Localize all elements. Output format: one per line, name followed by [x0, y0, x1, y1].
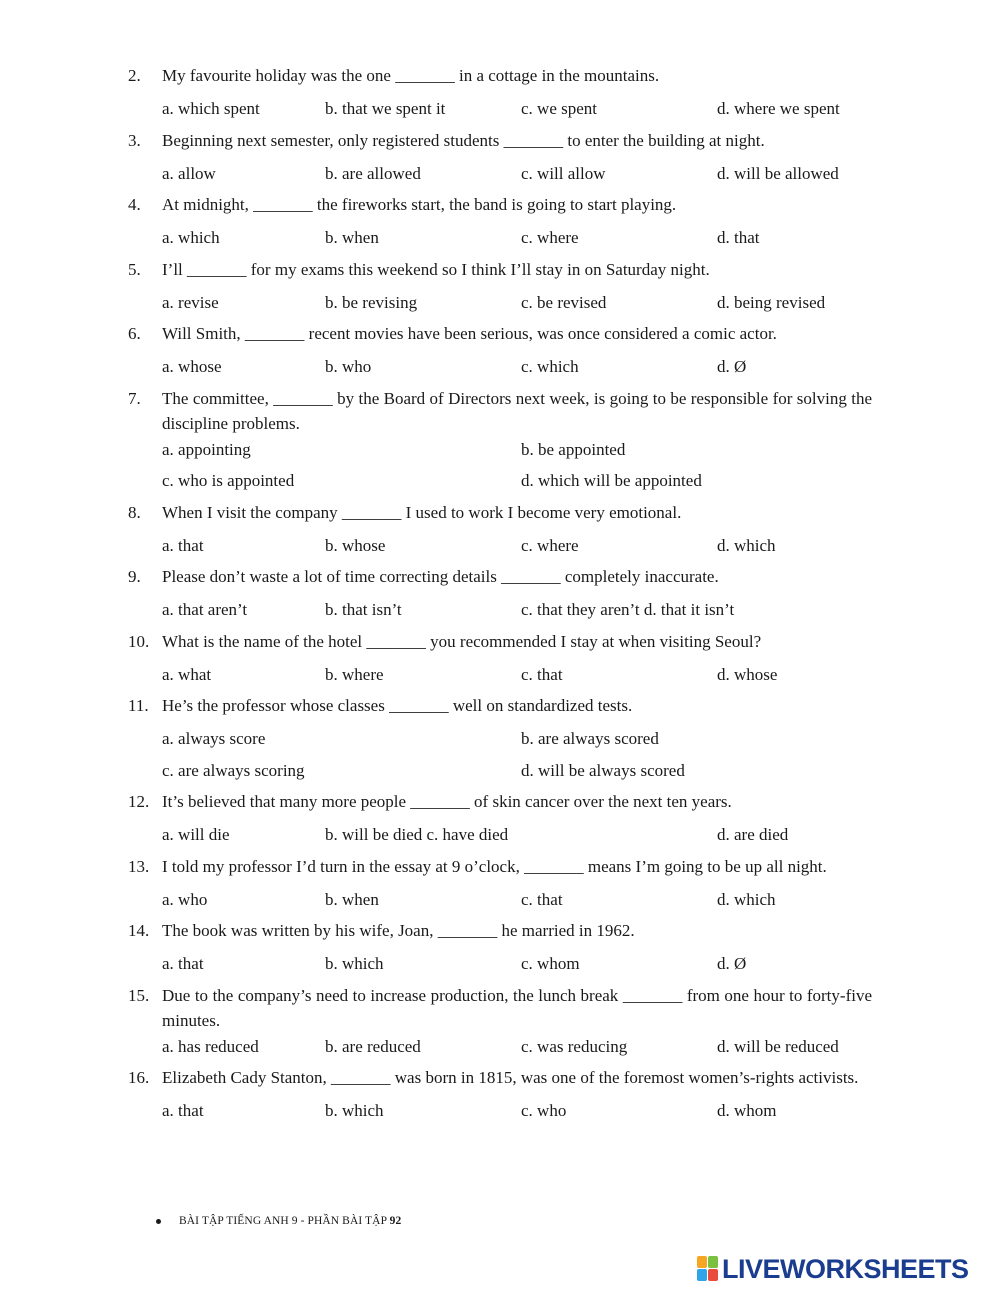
options-10	[0, 661, 1000, 693]
option-a[interactable]: a. that	[162, 954, 204, 973]
question-number: 2.	[128, 66, 141, 85]
question-number: 14.	[128, 921, 150, 940]
question-text: Please don’t waste a lot of time correcting details _______ completely inaccurate.	[162, 567, 719, 586]
option-b[interactable]: b. that isn’t	[325, 600, 402, 619]
option-b[interactable]: b. which	[325, 954, 384, 973]
question-7	[0, 385, 1000, 436]
question-text: The book was written by his wife, Joan, _______ he married in 1962.	[162, 921, 635, 940]
option-a[interactable]: a. that aren’t	[162, 600, 248, 619]
question-text: Due to the company’s need to increase production, the lunch break _______ from one hour to forty-five minutes.	[162, 985, 872, 1030]
option-a[interactable]: a. which	[162, 228, 220, 247]
question-13	[0, 853, 1000, 886]
option-c[interactable]: c. that	[521, 664, 563, 684]
option-b[interactable]: b. when	[325, 228, 379, 247]
option-b[interactable]: b. whose	[325, 535, 386, 555]
option-a[interactable]: a. who	[162, 889, 208, 909]
question-number: 4.	[128, 195, 141, 214]
options-12	[0, 821, 1000, 853]
option-c[interactable]: c. be revised	[521, 292, 607, 312]
options-5	[0, 289, 1000, 321]
question-text: At midnight, _______ the fireworks start, the band is going to start playing.	[162, 195, 677, 214]
question-8	[0, 499, 1000, 532]
option-a[interactable]: a. revise	[162, 292, 219, 312]
option-b[interactable]: b. that we spent it	[325, 99, 446, 118]
option-d[interactable]: d. which	[717, 889, 776, 909]
option-b[interactable]: b. are reduced	[325, 1036, 421, 1056]
options-6	[0, 353, 1000, 385]
question-number: 15.	[128, 985, 150, 1005]
option-d[interactable]: d. will be allowed	[717, 163, 839, 183]
option-c[interactable]: c. was reducing	[521, 1036, 628, 1056]
option-d[interactable]: d. will be reduced	[717, 1036, 839, 1056]
question-text: My favourite holiday was the one _______ in a cottage in the mountains.	[162, 66, 660, 85]
options-2	[0, 95, 1000, 127]
question-15	[0, 982, 1000, 1033]
question-5	[0, 256, 1000, 289]
option-a[interactable]: a. that	[162, 1101, 204, 1120]
worksheet-page	[0, 62, 1000, 1129]
option-b[interactable]: b. are always scored	[521, 729, 659, 748]
option-c[interactable]: c. who is appointed	[162, 471, 295, 490]
option-d[interactable]: d. which	[717, 535, 776, 555]
option-c[interactable]: c. are always scoring	[162, 760, 305, 780]
option-d[interactable]: d. being revised	[717, 292, 826, 312]
question-text: I told my professor I’d turn in the essay at 9 o’clock, _______ means I’m going to be up all night.	[162, 856, 827, 876]
options-3	[0, 160, 1000, 192]
brand-mark-icon	[697, 1256, 719, 1282]
option-a[interactable]: a. will die	[162, 825, 230, 844]
question-text: The committee, _______ by the Board of Directors next week, is going to be responsible for solving the discipline problems.	[162, 388, 872, 433]
question-2	[0, 62, 1000, 95]
question-4	[0, 191, 1000, 224]
option-a[interactable]: a. whose	[162, 357, 222, 376]
question-text: Elizabeth Cady Stanton, _______ was born in 1815, was one of the foremost women’s-rights activists.	[162, 1068, 859, 1087]
question-9	[0, 563, 1000, 596]
option-a[interactable]: a. always score	[162, 729, 266, 748]
options-9	[0, 596, 1000, 628]
options-7-row-1	[0, 436, 1000, 468]
option-d[interactable]: d. which will be appointed	[521, 471, 702, 490]
question-text: Will Smith, _______ recent movies have been serious, was once considered a comic actor.	[162, 324, 777, 343]
option-d[interactable]: d. are died	[717, 825, 789, 844]
option-b[interactable]: b. who	[325, 357, 372, 376]
option-d[interactable]: d. will be always scored	[521, 760, 685, 780]
page-footer	[156, 1215, 401, 1227]
question-text: When I visit the company _______ I used to work I become very emotional.	[162, 502, 682, 522]
options-15	[0, 1033, 1000, 1065]
footer-text: BÀI TẬP TIẾNG ANH 9 - PHẦN BÀI TẬP	[179, 1215, 387, 1227]
question-number: 5.	[128, 259, 141, 279]
option-b-c[interactable]: b. will be died c. have died	[325, 825, 509, 844]
question-text: Beginning next semester, only registered students _______ to enter the building at night.	[162, 130, 765, 150]
options-14	[0, 950, 1000, 982]
question-6	[0, 320, 1000, 353]
question-number: 11.	[128, 696, 149, 715]
option-c[interactable]: c. we spent	[521, 99, 598, 118]
option-c[interactable]: c. will allow	[521, 163, 606, 183]
option-b[interactable]: b. be appointed	[521, 439, 626, 459]
option-a[interactable]: a. which spent	[162, 99, 260, 118]
option-a[interactable]: a. allow	[162, 163, 216, 183]
option-a[interactable]: a. appointing	[162, 439, 251, 459]
option-b[interactable]: b. which	[325, 1101, 384, 1120]
option-b[interactable]: b. where	[325, 664, 384, 684]
question-11	[0, 692, 1000, 725]
option-b[interactable]: b. when	[325, 889, 379, 909]
question-text: I’ll _______ for my exams this weekend so I think I’ll stay in on Saturday night.	[162, 259, 710, 279]
question-number: 8.	[128, 502, 141, 522]
footer-page-number: 92	[389, 1215, 402, 1227]
option-d[interactable]: d. where we spent	[717, 99, 840, 118]
question-number: 12.	[128, 792, 150, 811]
question-number: 10.	[128, 631, 150, 651]
brand-name: LIVEWORKSHEETS	[722, 1253, 969, 1284]
option-c[interactable]: c. which	[521, 357, 579, 376]
option-d[interactable]: d. that	[717, 228, 760, 247]
option-c[interactable]: c. whom	[521, 954, 580, 973]
question-number: 6.	[128, 324, 141, 343]
question-number: 13.	[128, 856, 150, 876]
question-text: He’s the professor whose classes _______ well on standardized tests.	[162, 696, 633, 715]
option-c[interactable]: c. who	[521, 1101, 567, 1120]
liveworksheets-logo[interactable]	[697, 1254, 969, 1284]
question-number: 9.	[128, 567, 141, 586]
options-11-row-1	[0, 725, 1000, 757]
options-16	[0, 1097, 1000, 1129]
options-8	[0, 532, 1000, 564]
option-a[interactable]: a. what	[162, 664, 212, 684]
question-number: 3.	[128, 130, 141, 150]
option-d[interactable]: d. whose	[717, 664, 778, 684]
question-14	[0, 917, 1000, 950]
question-number: 7.	[128, 388, 141, 408]
option-d[interactable]: d. Ø	[717, 954, 747, 973]
option-d[interactable]: d. whom	[717, 1101, 777, 1120]
option-b[interactable]: b. are allowed	[325, 163, 421, 183]
option-a[interactable]: a. has reduced	[162, 1036, 259, 1056]
option-a[interactable]: a. that	[162, 535, 204, 555]
options-7-row-2	[0, 467, 1000, 499]
question-16	[0, 1064, 1000, 1097]
option-c-d[interactable]: c. that they aren’t d. that it isn’t	[521, 600, 735, 619]
options-4	[0, 224, 1000, 256]
question-text: What is the name of the hotel _______ you recommended I stay at when visiting Seoul?	[162, 631, 762, 651]
options-13	[0, 886, 1000, 918]
option-d[interactable]: d. Ø	[717, 357, 747, 376]
options-11-row-2	[0, 757, 1000, 789]
bullet-icon	[156, 1219, 161, 1224]
question-number: 16.	[128, 1068, 150, 1087]
option-c[interactable]: c. where	[521, 228, 579, 247]
option-b[interactable]: b. be revising	[325, 292, 418, 312]
question-12	[0, 788, 1000, 821]
option-c[interactable]: c. that	[521, 889, 563, 909]
option-c[interactable]: c. where	[521, 535, 579, 555]
question-10	[0, 628, 1000, 661]
question-3	[0, 127, 1000, 160]
question-text: It’s believed that many more people _______ of skin cancer over the next ten years.	[162, 792, 732, 811]
